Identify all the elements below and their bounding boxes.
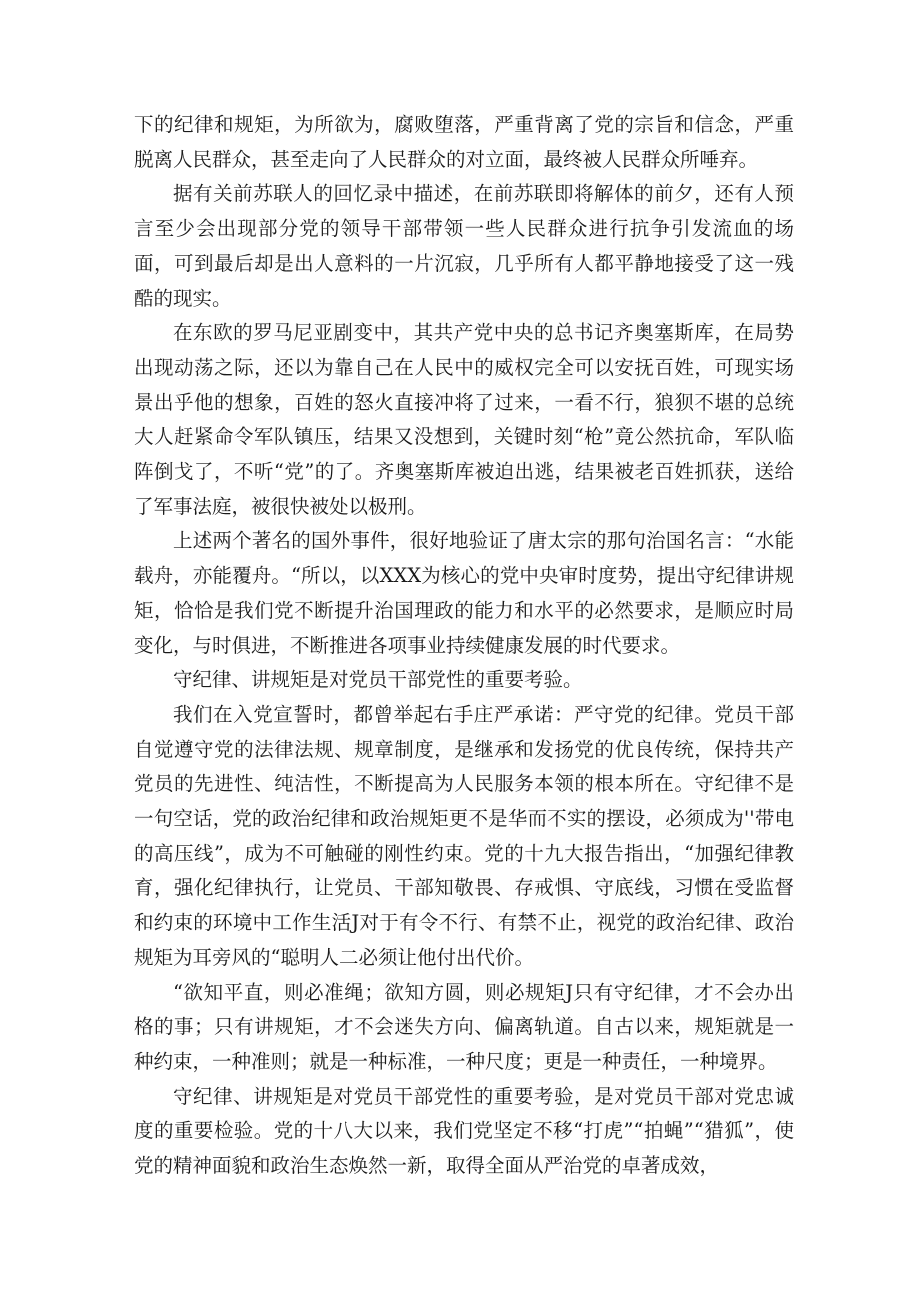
paragraph-2: 据有关前苏联人的回忆录中描述，在前苏联即将解体的前夕，还有人预言至少会出现部分党的领导干部带领一些人民群众进行抗争引发流血的场面，可到最后却是出人意料的一片沉寂，几乎所有人都平静地接受了这一残酷的现实。 bbox=[134, 182, 794, 310]
paragraph-7: “欲知平直，则必准绳；欲知方圆，则必规矩J只有守纪律，才不会办出格的事；只有讲规矩，才不会迷失方向、偏离轨道。自古以来，规矩就是一种约束，一种准则；就是一种标准，一种尺度；更是一种责任，一种境界。 bbox=[134, 980, 794, 1073]
paragraph-6: 我们在入党宣誓时，都曾举起右手庄严承诺：严守党的纪律。党员干部自觉遵守党的法律法规、规章制度，是继承和发扬党的优良传统，保持共产党员的先进性、纯洁性，不断提高为人民服务本领的根本所在。守纪律不是一句空话，党的政治纪律和政治规矩更不是华而不实的摆设，必须成为''带电的高压线”，成为不可触碰的刚性约束。党的十九大报告指出，“加强纪律教育，强化纪律执行，让党员、干部知敬畏、存戒惧、守底线，习惯在受监督和约束的环境中工作生活J对于有令不行、有禁不止，视党的政治纪律、政治规矩为耳旁风的“聪明人二必须让他付出代价。 bbox=[134, 702, 794, 969]
document-body bbox=[134, 108, 794, 1184]
paragraph-5: 守纪律、讲规矩是对党员干部党性的重要考验。 bbox=[173, 668, 583, 692]
paragraph-3: 在东欧的罗马尼亚剧变中，其共产党中央的总书记齐奥塞斯库，在局势出现动荡之际，还以为靠自己在人民中的威权完全可以安抚百姓，可现实场景出乎他的想象，百姓的怒火直接冲将了过来，一看不行，狼狈不堪的总统大人赶紧命令军队镇压，结果又没想到，关键时刻“枪”竟公然抗命，军队临阵倒戈了，不听“党”的了。齐奥塞斯库被迫出逃，结果被老百姓抓获，送给了军事法庭，被很快被处以极刑。 bbox=[134, 321, 794, 518]
paragraph-4: 上述两个著名的国外事件，很好地验证了唐太宗的那句治国名言：“水能载舟，亦能覆舟。“所以，以XXX为核心的党中央审时度势，提出守纪律讲规矩，恰恰是我们党不断提升治国理政的能力和水平的必然要求，是顺应时局变化，与时俱进，不断推进各项事业持续健康发展的时代要求。 bbox=[134, 529, 794, 657]
paragraph-8: 守纪律、讲规矩是对党员干部党性的重要考验，是对党员干部对党忠诚度的重要检验。党的十八大以来，我们党坚定不移“打虎”“拍蝇”“猎狐”，使党的精神面貌和政治生态焕然一新，取得全面从严治党的卓著成效， bbox=[134, 1084, 794, 1178]
paragraph-1: 下的纪律和规矩，为所欲为，腐败堕落，严重背离了党的宗旨和信念，严重脱离人民群众，甚至走向了人民群众的对立面，最终被人民群众所唾弃。 bbox=[134, 113, 794, 171]
